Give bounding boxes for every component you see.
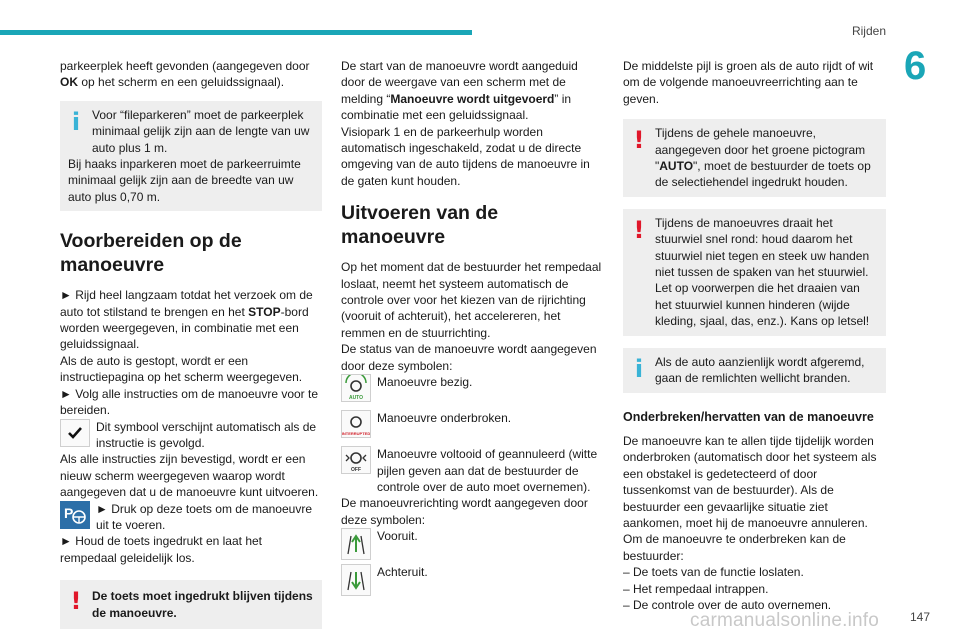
- info-icon: i: [71, 107, 81, 136]
- svg-text:P: P: [64, 504, 74, 521]
- warning-icon: !: [633, 126, 645, 155]
- list-item: – Het rempedaal intrappen.: [623, 581, 769, 596]
- paragraph: Om de manoeuvre te onderbreken kan de bestuurder:: [623, 532, 846, 563]
- warning-icon: !: [633, 215, 645, 244]
- section-title: Rijden: [851, 24, 886, 38]
- warning-icon: !: [70, 587, 82, 616]
- warning-note: ! De toets moet ingedrukt blijven tijdens de manoeuvre.: [60, 580, 322, 629]
- list-item: – De toets van de functie loslaten.: [623, 565, 804, 580]
- svg-text:AUTO: AUTO: [348, 395, 364, 402]
- paragraph: Als de auto is gestopt, wordt er een instructiepagina op het scherm weergegeven.: [60, 353, 303, 385]
- paragraph: Als alle instructies zijn bevestigd, wordt er een nieuw scherm weergegeven waarop wordt aangegeven dat u de manoeuvre kunt uitvoeren.: [60, 452, 319, 500]
- icon-row: Achteruit.: [341, 564, 605, 598]
- warning-note: ! Tijdens de manoeuvres draait het stuurwiel snel rond: houd daarom het stuurwiel niet tegen en steek uw handen niet tussen de spaken van het stuurwiel. Let op voorwerpen die het draaien van het stuurwiel kunnen hinderen (wijde kleding, sjaal, das, enz.). Kans op letsel!: [623, 209, 886, 336]
- subsection-heading: Onderbreken/hervatten van de manoeuvre: [623, 409, 874, 424]
- paragraph: Op het moment dat de bestuurder het rempedaal loslaat, neemt het systeem automatisch de controle over voor het kiezen van de rijrichting (vooruit of achteruit), het accelereren, het remmen en de stuurrichting.: [341, 260, 602, 340]
- info-icon: i: [634, 354, 644, 383]
- paragraph: De manoeuvrerichting wordt aangegeven door deze symbolen:: [341, 496, 588, 527]
- list-item: – De controle over de auto overnemen.: [623, 597, 832, 612]
- page-number: 147: [909, 610, 930, 624]
- icon-row: OFF Manoeuvre voltooid of geannuleerd (witte pijlen geven aan dat de bestuurder de controle over de auto moet overnemen).: [341, 446, 605, 495]
- info-note: i Voor “fileparkeren” moet de parkeerplek minimaal gelijk zijn aan de lengte van uw auto plus 1 m. Bij haaks inparkeren moet de parkeerruimte minimaal gelijk zijn aan de breedte van uw auto plus 0,70 m.: [60, 101, 322, 211]
- section-heading: Uitvoeren van de manoeuvre: [341, 202, 499, 249]
- forward-arrow-icon: [341, 528, 371, 560]
- svg-text:OFF: OFF: [351, 467, 361, 474]
- section-heading: Voorbereiden op de manoeuvre: [60, 230, 242, 277]
- svg-text:INTERRUPTED: INTERRUPTED: [342, 431, 370, 437]
- column-3: [623, 58, 886, 613]
- paragraph: De manoeuvre kan te allen tijde tijdelijk worden onderbroken (automatisch door het systeem als een obstakel is gedetecteerd of door tussenkomst van de bestuurder). Als de bestuurder een gevaarlijke situatie ziet aankomen, moet hij de manoeuvre annuleren.: [623, 433, 877, 530]
- column-2: [341, 58, 605, 598]
- steering-auto-icon: [341, 374, 371, 402]
- watermark: carmanualsonline.info: [690, 610, 880, 631]
- paragraph: parkeerplek heeft gevonden (aangegeven door OK op het scherm en een geluidssignaal).: [60, 59, 310, 90]
- header-accent-bar: [0, 30, 472, 35]
- icon-row: P ► Druk op deze toets om de manoeuvre uit te voeren.: [60, 501, 322, 534]
- paragraph: De middelste pijl is groen als de auto rijdt of wit om de volgende manoeuvreerrichting aan te geven.: [623, 59, 874, 106]
- checkmark-icon: [60, 419, 90, 447]
- column-1: [60, 58, 322, 635]
- paragraph: Visiopark 1 en de parkeerhulp worden automatisch ingeschakeld, zodat u de directe omgeving van de auto tijdens de manoeuvre in de gaten kunt houden.: [341, 124, 590, 188]
- icon-row: INTERRUPTED Manoeuvre onderbroken.: [342, 411, 512, 437]
- park-assist-button-icon: [60, 501, 90, 529]
- paragraph: De status van de manoeuvre wordt aangegeven door deze symbolen:: [341, 342, 597, 373]
- steering-off-icon: [341, 446, 371, 474]
- paragraph: De start van de manoeuvre wordt aangeduid door de weergave van een scherm met de melding “Manoeuvre wordt uitgevoerd” in combinatie met een geluidssignaal.: [341, 59, 578, 123]
- warning-note: ! Tijdens de gehele manoeuvre, aangegeven door het groene pictogram "AUTO", moet de bestuurder de toets op de selectiehendel ingedrukt houden.: [623, 119, 886, 197]
- icon-row: Vooruit.: [341, 528, 605, 562]
- info-note: i Als de auto aanzienlijk wordt afgeremd, gaan de remlichten wellicht branden.: [623, 348, 886, 393]
- icon-row: Dit symbool verschijnt automatisch als de instructie is gevolgd.: [60, 419, 322, 452]
- paragraph: ► Houd de toets ingedrukt en laat het rempedaal geleidelijk los.: [60, 534, 263, 565]
- reverse-arrow-icon: [341, 564, 371, 596]
- paragraph: ► Volg alle instructies om de manoeuvre voor te bereiden.: [60, 386, 319, 418]
- steering-interrupted-icon: [341, 410, 371, 438]
- chapter-number: 6: [904, 44, 927, 88]
- icon-row: AUTO Manoeuvre bezig.: [341, 374, 605, 402]
- paragraph: ► Rijd heel langzaam totdat het verzoek om de auto tot stilstand te brengen en het STOP-bord worden weergegeven, in combinatie met een geluidssignaal.: [60, 288, 313, 352]
